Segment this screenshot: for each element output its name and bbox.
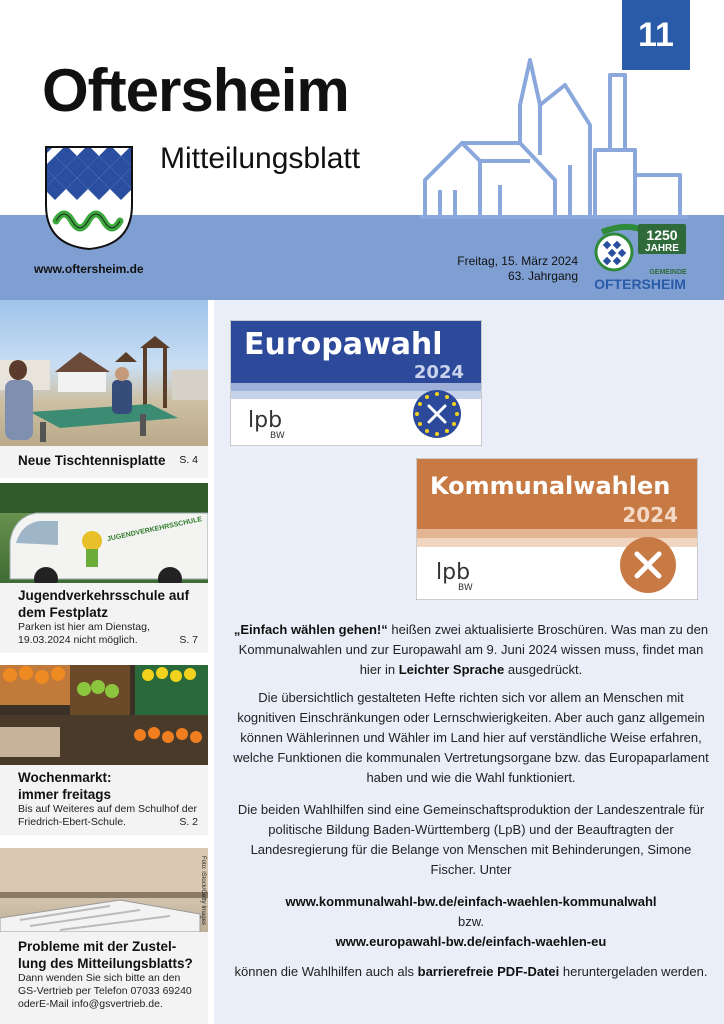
- article-text: können die Wahlhilfen auch als: [234, 964, 418, 979]
- article-emphasis: Leichter Sprache: [398, 662, 505, 677]
- sidebar-item-text-line1: Parken ist hier am Dienstag,: [18, 621, 150, 633]
- church-outline-illustration: [420, 55, 690, 220]
- page-ref: S. 7: [179, 634, 198, 646]
- website-link[interactable]: www.oftersheim.de: [34, 262, 144, 276]
- article-paragraph-4: [232, 962, 710, 982]
- van-scene: [0, 483, 208, 583]
- sidebar-item-text-line2: 19.03.2024 nicht möglich.: [18, 634, 138, 646]
- article-text: ausgedrückt.: [504, 662, 583, 677]
- page-ref: S. 4: [179, 454, 198, 466]
- sidebar: [0, 300, 208, 1024]
- anniversary-logo-icon: [592, 222, 688, 294]
- table-tennis-scene: [0, 300, 208, 446]
- sidebar-item-market[interactable]: [0, 765, 208, 835]
- sidebar-item-title-line1: Wochenmarkt:: [18, 770, 112, 785]
- kommunalwahlen-org-sub: BW: [458, 583, 473, 593]
- article-paragraph-1: [232, 620, 710, 680]
- issue-dateline: [457, 254, 578, 284]
- kommunalwahlen-org: lpb: [436, 560, 471, 585]
- issue-volume: 63. Jahrgang: [507, 269, 578, 283]
- anniversary-word: JAHRE: [645, 243, 679, 254]
- photo-credit: Foto: iStock/Getty Images: [200, 856, 206, 926]
- sidebar-item-traffic-school[interactable]: [0, 583, 208, 653]
- sidebar-item-text-line1: Dann wenden Sie sich bitte an den: [18, 972, 181, 984]
- europawahl-title: Europawahl: [244, 327, 443, 362]
- kommunalwahlen-year: 2024: [622, 503, 678, 527]
- coat-of-arms-icon: [44, 145, 134, 251]
- sidebar-item-title: Neue Tischtennisplatte: [18, 453, 166, 468]
- europawahl-year: 2024: [413, 362, 464, 383]
- issue-number-badge: 11: [622, 0, 690, 70]
- article-lead: „Einfach wählen gehen!“: [233, 622, 388, 637]
- newspaper-photo: [0, 848, 208, 932]
- kommunalwahl-url-link[interactable]: www.kommunalwahl-bw.de/einfach-waehlen-kommunalwahl: [285, 894, 657, 909]
- sidebar-item-title-line1: Jugendverkehrsschule auf: [18, 588, 190, 603]
- sidebar-item-delivery[interactable]: [0, 932, 208, 1024]
- sidebar-item-text-line3: oderE-Mail info@gsvertrieb.de.: [18, 998, 163, 1010]
- article-connector: bzw.: [457, 914, 484, 929]
- sidebar-item-text-line2: Friedrich-Ebert-Schule.: [18, 816, 126, 828]
- sidebar-item-text-line2: GS-Vertrieb per Telefon 07033 69240: [18, 985, 192, 997]
- anniversary-number: 1250: [646, 227, 678, 243]
- sidebar-item-table-tennis[interactable]: [0, 446, 208, 478]
- article-text: heißen zwei aktualisierte Broschüren. Was man zu den Kommunalwahlen und zur Europawahl am 9. Juni 2024 wissen muss, findet man hier in: [238, 622, 709, 677]
- article-emphasis: barrierefreie PDF-Datei: [417, 964, 560, 979]
- table-tennis-photo: [0, 300, 208, 446]
- europawahl-org-sub: BW: [270, 431, 285, 441]
- kommunalwahlen-logo: [416, 458, 698, 600]
- europawahl-url-link[interactable]: www.europawahl-bw.de/einfach-waehlen-eu: [335, 934, 607, 949]
- sidebar-item-title-line2: dem Festplatz: [18, 605, 109, 620]
- issue-date: Freitag, 15. März 2024: [457, 254, 578, 268]
- anniversary-gemeinde: GEMEINDE: [649, 269, 687, 276]
- anniversary-name: OFTERSHEIM: [594, 276, 686, 292]
- article-paragraph-2: Die übersichtlich gestalteten Hefte richten sich vor allem an Menschen mit kognitiven Einschränkungen oder Lernschwierigkeiten. Aber auch ganz allgemein können Wählerinnen und Wähler im Land hier auf verständliche Weise erfahren, welche Funktionen die kommunalen Vertretungsorgane bzw. das Europaparlament haben und wie die Wahl funktioniert.: [233, 690, 709, 785]
- europawahl-logo: [230, 320, 482, 446]
- masthead-title: Oftersheim: [42, 57, 349, 124]
- traffic-school-photo: [0, 483, 208, 583]
- market-photo: [0, 665, 208, 765]
- article-text: heruntergeladen werden.: [559, 964, 708, 979]
- newspaper-scene: [0, 848, 208, 932]
- market-scene: [0, 665, 208, 765]
- kommunalwahlen-title: Kommunalwahlen: [430, 472, 671, 500]
- page-ref: S. 2: [179, 816, 198, 828]
- europawahl-org: lpb: [248, 408, 283, 433]
- sidebar-item-text-line1: Bis auf Weiteres auf dem Schulhof der: [18, 803, 197, 815]
- article-paragraph-3: Die beiden Wahlhilfen sind eine Gemeinschaftsproduktion der Landeszentrale für politische Bildung Baden-Württemberg (LpB) und der Beauftragten der Landesregierung für die Belange von Menschen mit Behinderungen, Simone Fischer. Unter: [237, 802, 705, 877]
- van-lettering: JUGENDVERKEHRSSCHULE: [106, 516, 203, 544]
- sidebar-item-title-line2: immer freitags: [18, 787, 112, 802]
- masthead-subtitle: Mitteilungsblatt: [160, 142, 361, 175]
- sidebar-item-title-line2: lung des Mitteilungsblatts?: [18, 956, 193, 971]
- sidebar-item-title-line1: Probleme mit der Zustel-: [18, 939, 177, 954]
